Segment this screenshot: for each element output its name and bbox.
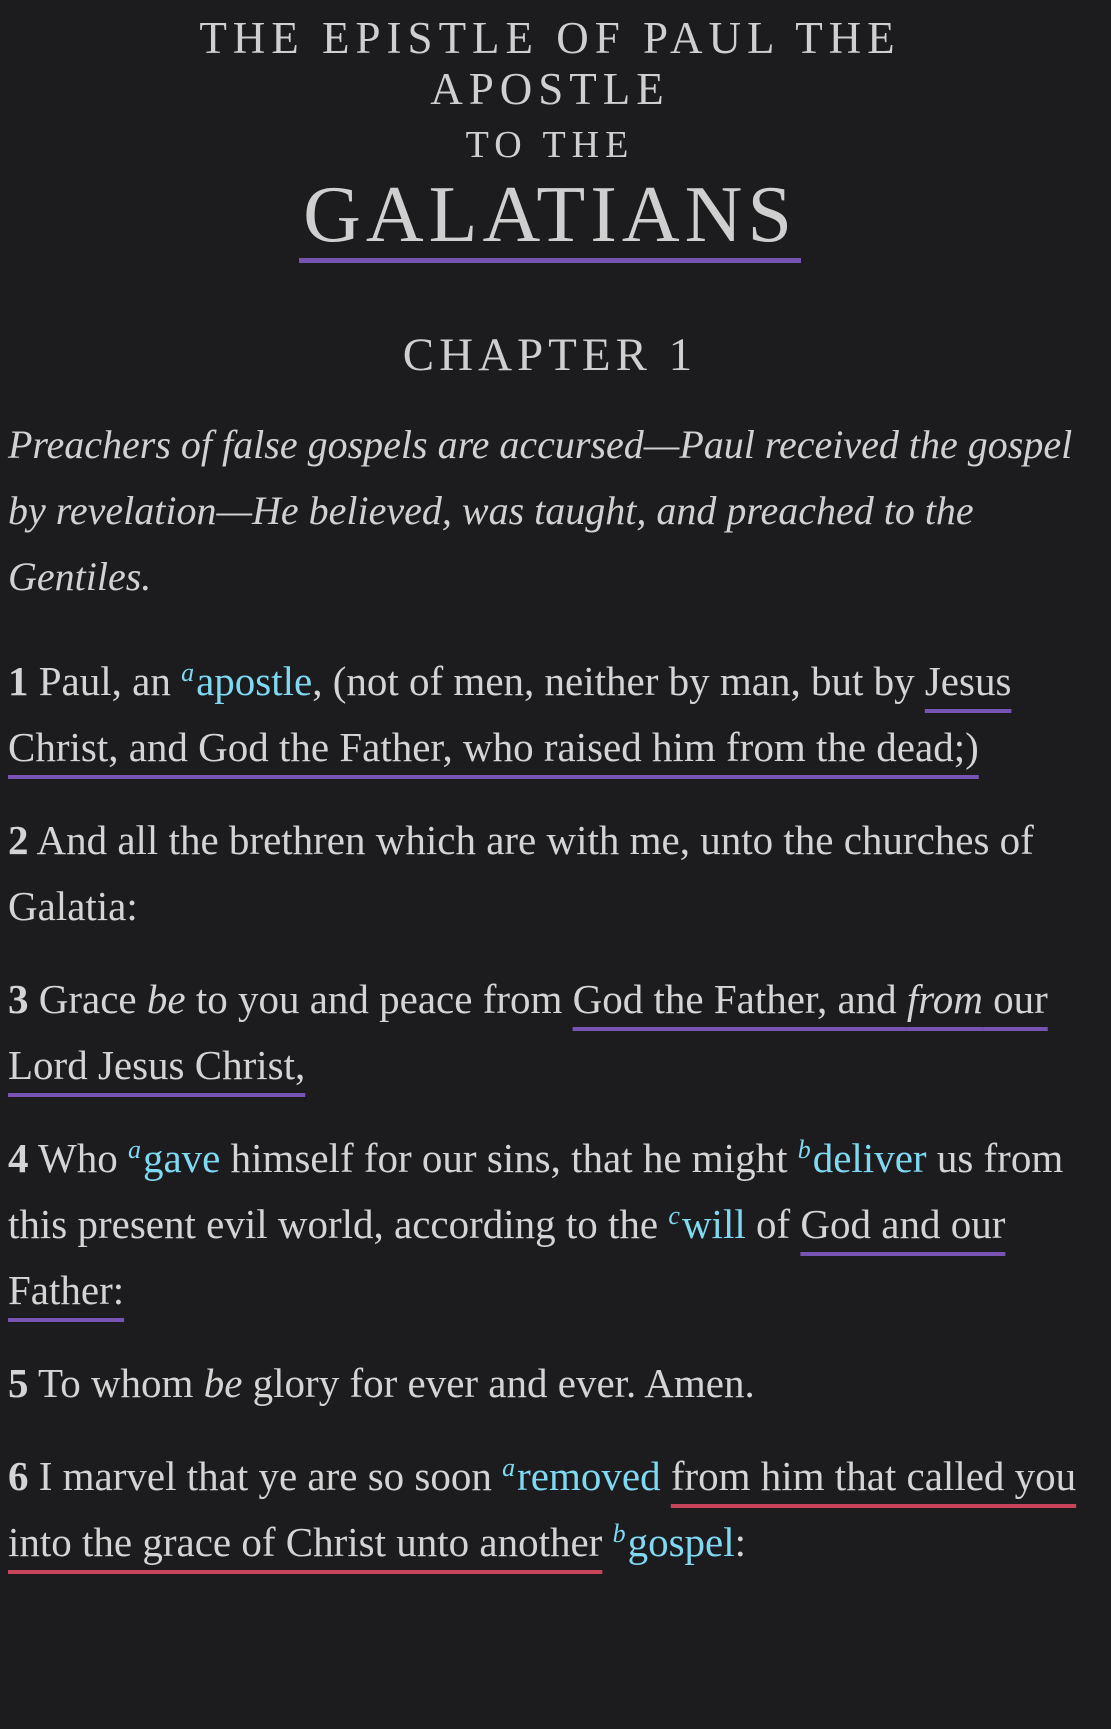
verse-list xyxy=(8,648,1098,1602)
verse-text: To whom xyxy=(28,1360,204,1406)
highlight-purple[interactable]: God and our Father: xyxy=(8,1201,1006,1313)
book-title xyxy=(0,170,1100,263)
footnote-marker[interactable]: c xyxy=(668,1201,680,1230)
verse-text xyxy=(602,1519,612,1565)
verse-number[interactable]: 3 xyxy=(8,976,29,1022)
verse-number[interactable]: 2 xyxy=(8,817,29,863)
footnote-marker[interactable]: a xyxy=(127,1135,141,1164)
verse-text: Grace xyxy=(28,976,147,1022)
italic-word: from xyxy=(906,976,983,1022)
verse-text xyxy=(661,1453,671,1499)
verse-text: himself for our sins, that he might xyxy=(220,1135,798,1181)
verse-text: , (not of men, neither by man, but by xyxy=(312,658,925,704)
footnote-marker[interactable]: a xyxy=(502,1453,516,1482)
verse-text: I marvel that ye are so soon xyxy=(28,1453,503,1499)
italic-word: be xyxy=(146,976,186,1022)
verse-text: us from this present evil world, according to the xyxy=(8,1135,1064,1247)
footnote-marker[interactable]: b xyxy=(612,1519,626,1548)
highlight-text: our Lord Jesus Christ, xyxy=(8,976,1048,1088)
verse-text: : xyxy=(734,1519,747,1565)
footnote-marker[interactable]: a xyxy=(181,658,195,687)
epistle-title-line-3: TO THE xyxy=(465,124,635,166)
verse-3[interactable] xyxy=(8,966,1098,1098)
verse-1[interactable] xyxy=(8,648,1098,780)
highlight-purple[interactable]: Jesus Christ, and God the Father, who raised him from the dead;) xyxy=(8,658,1012,770)
epistle-title-line-2: APOSTLE xyxy=(430,64,670,114)
verse-text: Who xyxy=(28,1135,128,1181)
footnote-link[interactable]: deliver xyxy=(812,1135,927,1181)
verse-text: Paul, an xyxy=(28,658,182,704)
verse-text: to you and peace from xyxy=(185,976,573,1022)
verse-number[interactable]: 4 xyxy=(8,1135,29,1181)
italic-word: be xyxy=(203,1360,243,1406)
verse-4[interactable] xyxy=(8,1125,1098,1323)
footnote-marker[interactable]: b xyxy=(797,1135,811,1164)
footnote-link[interactable]: gospel xyxy=(627,1519,735,1565)
chapter-heading: CHAPTER 1 xyxy=(402,329,698,381)
verse-5[interactable] xyxy=(8,1350,1098,1416)
verse-number[interactable]: 6 xyxy=(8,1453,29,1499)
highlight-text: God the Father, and xyxy=(572,976,907,1022)
verse-number[interactable]: 1 xyxy=(8,658,29,704)
verse-number[interactable]: 5 xyxy=(8,1360,29,1406)
footnote-link[interactable]: gave xyxy=(142,1135,221,1181)
epistle-title-line-1: THE EPISTLE OF PAUL THE xyxy=(199,13,901,63)
highlight-red[interactable]: from him that called you into the grace of Christ unto another xyxy=(8,1453,1077,1565)
verse-text: And all the brethren which are with me, unto the churches of Galatia: xyxy=(8,817,1034,929)
footnote-link[interactable]: removed xyxy=(517,1453,661,1499)
book-title-text[interactable]: GALATIANS xyxy=(299,172,801,263)
verse-2[interactable] xyxy=(8,807,1098,939)
verse-6[interactable] xyxy=(8,1443,1098,1575)
chapter-summary[interactable]: Preachers of false gospels are accursed—Paul received the gospel by revelation—He believed, was taught, and preached to the Gentiles. xyxy=(8,422,1073,599)
verse-text: glory for ever and ever. Amen. xyxy=(242,1360,755,1406)
footnote-link[interactable]: apostle xyxy=(196,658,313,704)
verse-text: of xyxy=(745,1201,801,1247)
footnote-link[interactable]: will xyxy=(681,1201,746,1247)
